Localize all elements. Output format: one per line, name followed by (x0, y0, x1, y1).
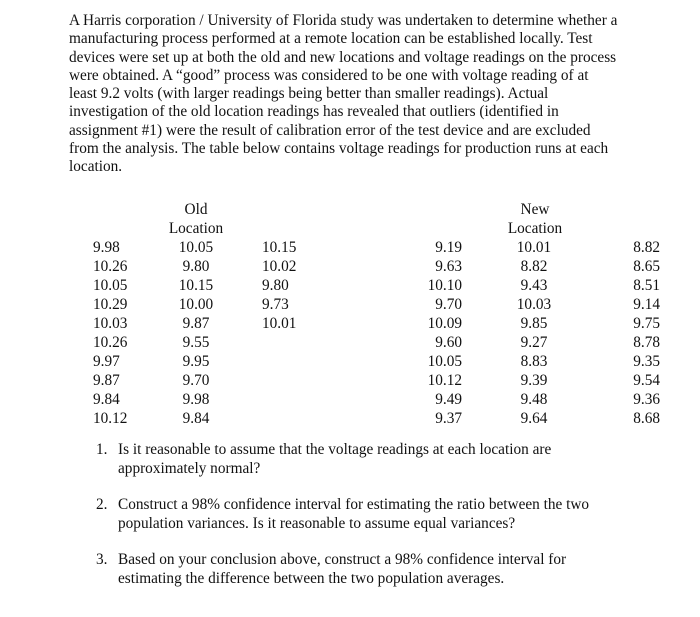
new-location-header (497, 200, 573, 238)
voltage-reading: 8.83 (520, 353, 548, 370)
statement-line: manufacturing process performed at a remote location can be established locally. Test (69, 30, 593, 48)
old-location-column-1 (93, 238, 153, 428)
statement-line: from the analysis. The table below contains voltage readings for production runs at each (69, 140, 609, 158)
voltage-reading: 10.26 (93, 334, 128, 351)
question-2 (96, 496, 589, 533)
old-header-line: Location (168, 220, 224, 237)
voltage-reading: 9.98 (182, 391, 210, 408)
question-line: population variances. Is it reasonable to assume equal variances? (118, 514, 516, 532)
question-number: 1. (96, 441, 108, 458)
question-1 (96, 441, 589, 478)
voltage-reading: 8.65 (633, 258, 660, 275)
statement-line: A Harris corporation / University of Florida study was undertaken to determine whether a (69, 12, 618, 29)
voltage-reading: 10.09 (427, 315, 462, 332)
voltage-reading: 10.12 (427, 372, 462, 389)
voltage-reading: 10.03 (516, 296, 552, 313)
question-list (96, 441, 589, 606)
voltage-reading: 9.36 (633, 391, 660, 408)
question-number: 2. (96, 496, 108, 513)
voltage-reading: 10.05 (93, 277, 128, 294)
voltage-reading: 9.70 (182, 372, 210, 389)
old-header-line: Old (184, 201, 208, 218)
new-location-column-1 (400, 238, 462, 428)
voltage-reading: 9.80 (182, 258, 210, 275)
question-line: estimating the difference between the two population averages. (118, 569, 505, 587)
voltage-reading: 9.87 (93, 372, 120, 389)
voltage-reading: 9.75 (633, 315, 660, 332)
voltage-reading: 8.82 (633, 239, 660, 256)
voltage-reading: 9.97 (93, 353, 120, 370)
statement-line: assignment #1) were the result of calibration error of the test device and are excluded (69, 121, 591, 139)
voltage-reading: 9.19 (435, 239, 462, 256)
new-header-line: Location (507, 220, 563, 237)
voltage-reading: 9.14 (633, 296, 660, 313)
voltage-reading: 9.84 (93, 391, 120, 408)
new-location-column-2 (504, 238, 564, 428)
statement-line: location. (69, 158, 123, 176)
statement-line: devices were set up at both the old and new locations and voltage readings on the process (69, 48, 617, 66)
voltage-reading: 9.84 (182, 410, 210, 427)
voltage-reading: 9.43 (520, 277, 548, 294)
voltage-reading: 10.15 (262, 239, 297, 256)
voltage-reading: 9.63 (435, 258, 462, 275)
question-line: Based on your conclusion above, construct a 98% confidence interval for (118, 551, 567, 568)
voltage-reading: 10.03 (93, 315, 128, 332)
voltage-reading: 9.39 (520, 372, 548, 389)
voltage-reading: 8.78 (633, 334, 660, 351)
question-line: Construct a 98% confidence interval for estimating the ratio between the two (118, 496, 590, 513)
voltage-reading: 9.27 (520, 334, 548, 351)
voltage-reading: 10.26 (93, 258, 128, 275)
voltage-reading: 10.05 (427, 353, 462, 370)
voltage-reading: 9.48 (520, 391, 548, 408)
voltage-reading: 9.64 (520, 410, 548, 427)
voltage-reading: 8.68 (633, 410, 660, 427)
voltage-reading: 9.55 (182, 334, 210, 351)
old-location-header (158, 200, 234, 238)
voltage-reading: 10.01 (516, 239, 552, 256)
voltage-reading: 10.29 (93, 296, 128, 313)
voltage-reading: 9.70 (435, 296, 462, 313)
question-3 (96, 551, 589, 588)
voltage-reading: 9.95 (182, 353, 210, 370)
voltage-reading: 9.87 (182, 315, 210, 332)
voltage-reading: 9.98 (93, 239, 120, 256)
question-number: 3. (96, 551, 108, 568)
question-line: approximately normal? (118, 459, 261, 477)
voltage-reading: 10.05 (178, 239, 214, 256)
voltage-reading: 10.12 (93, 410, 128, 427)
old-location-column-3 (262, 238, 322, 333)
voltage-reading: 9.37 (435, 410, 462, 427)
problem-statement (69, 12, 677, 177)
voltage-reading: 8.51 (633, 277, 660, 294)
voltage-reading: 9.49 (435, 391, 462, 408)
statement-line: least 9.2 volts (with larger readings being better than smaller readings). Actual (69, 85, 549, 103)
voltage-reading: 10.00 (178, 296, 214, 313)
voltage-reading: 9.35 (633, 353, 660, 370)
voltage-reading: 10.02 (262, 258, 297, 275)
voltage-reading: 9.80 (262, 277, 289, 294)
question-line: Is it reasonable to assume that the voltage readings at each location are (118, 441, 552, 458)
voltage-reading: 10.10 (427, 277, 462, 294)
statement-line: investigation of the old location readings has revealed that outliers (identified in (69, 103, 559, 121)
voltage-reading: 9.85 (520, 315, 548, 332)
new-header-line: New (520, 201, 550, 218)
voltage-reading: 10.15 (178, 277, 214, 294)
new-location-column-3 (600, 238, 660, 428)
voltage-reading: 9.54 (633, 372, 660, 389)
voltage-reading: 9.73 (262, 296, 289, 313)
voltage-reading: 8.82 (520, 258, 548, 275)
voltage-reading: 10.01 (262, 315, 297, 332)
statement-line: were obtained. A “good” process was considered to be one with voltage reading of at (69, 66, 589, 84)
voltage-reading: 9.60 (435, 334, 462, 351)
old-location-column-2 (166, 238, 226, 428)
